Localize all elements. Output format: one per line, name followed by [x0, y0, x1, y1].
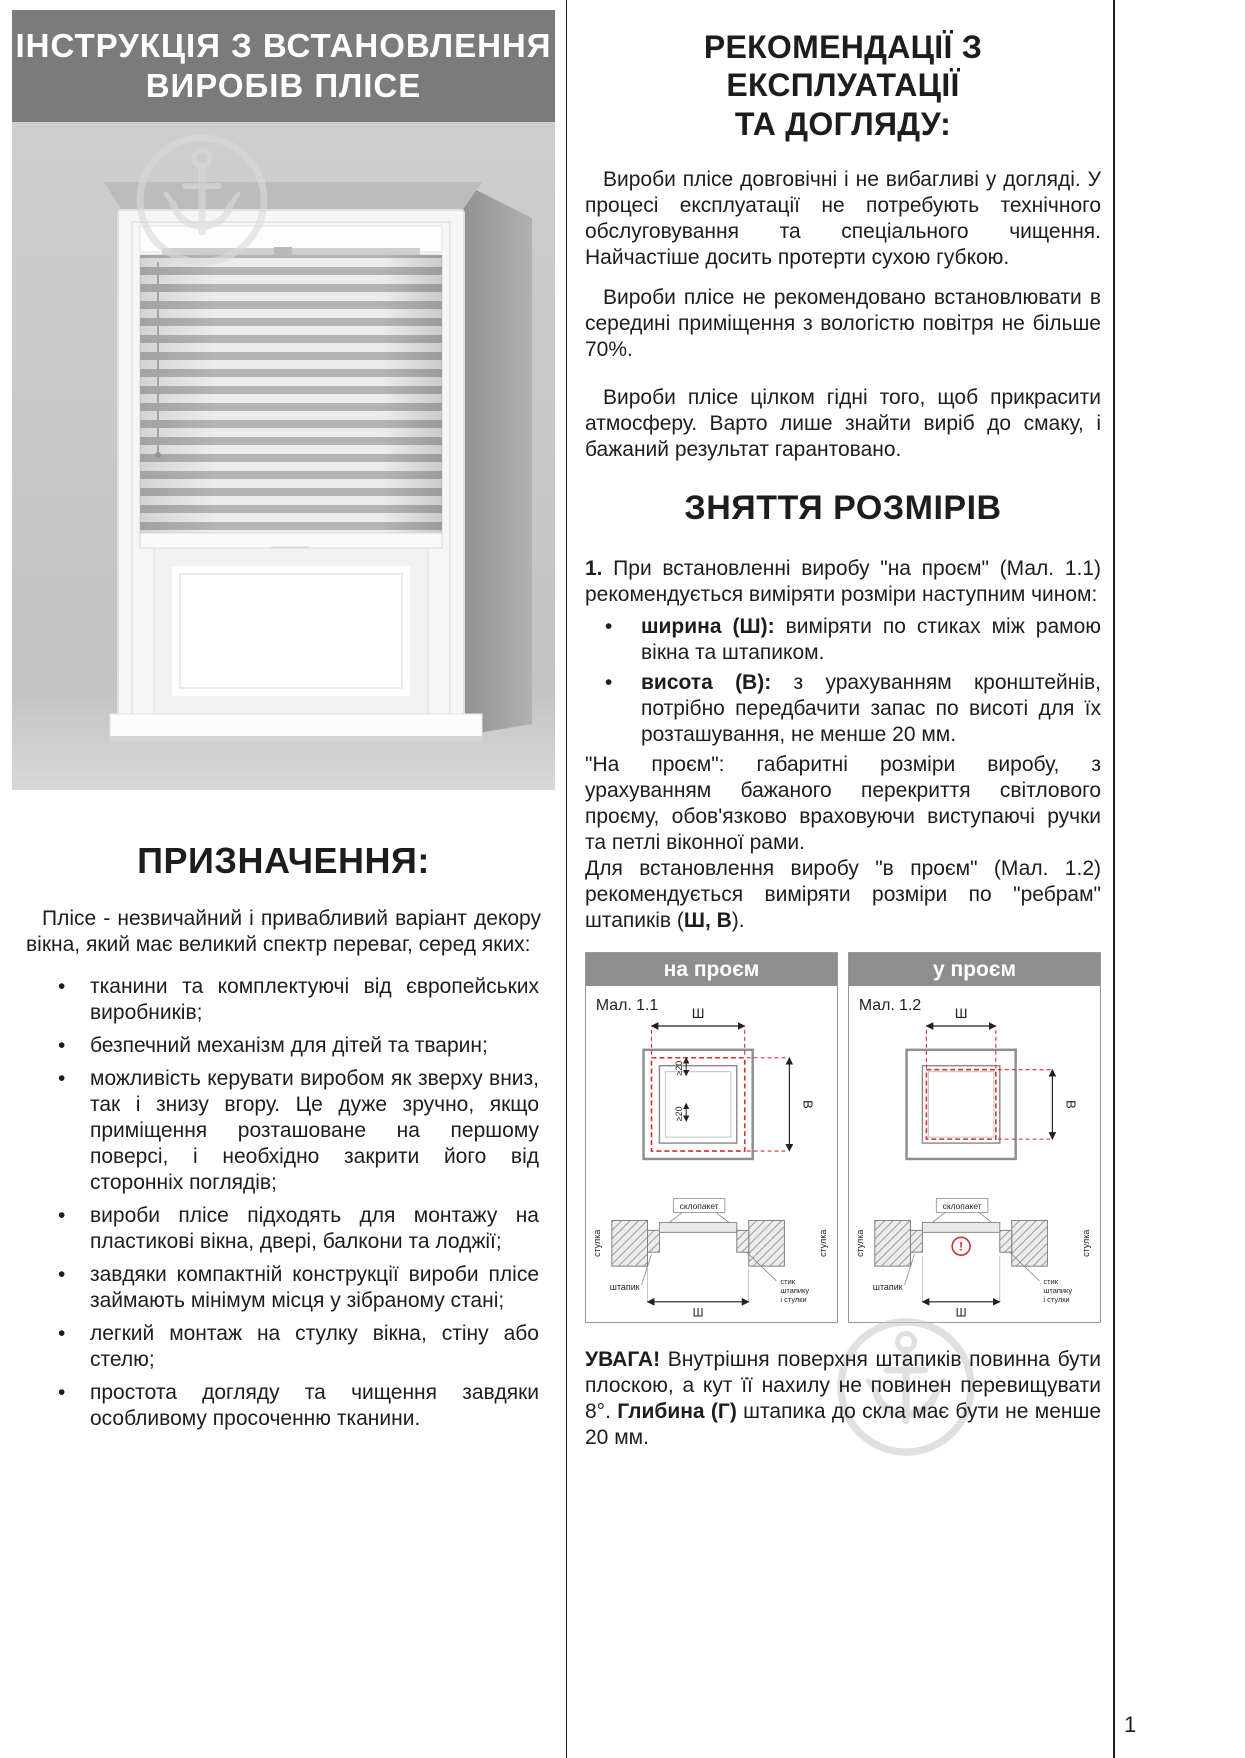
- column-divider-line: [566, 0, 567, 1758]
- cross-section-1: [592, 1199, 828, 1320]
- section-width-label: Ш: [955, 1305, 967, 1320]
- svg-text:Ш: Ш: [691, 1005, 705, 1022]
- svg-text:штапику: штапику: [780, 1286, 810, 1296]
- purpose-bullet-item: • завдяки компактній конструкції вироби плісе займають мінімум місця у зібраному стані;: [12, 1262, 555, 1314]
- svg-text:В: В: [1063, 1100, 1079, 1109]
- diagram-na-proem: [585, 952, 838, 1323]
- purpose-bullet-list: [12, 974, 555, 1432]
- page-edge-line: [1113, 0, 1115, 1758]
- svg-text:≥20: ≥20: [674, 1106, 685, 1122]
- sizing-step-paragraph: 1. При встановленні виробу "на проєм" (Мал. 1.1) рекомендується виміряти розміри наступним чином:: [585, 557, 1101, 607]
- warning-exclamation: !: [959, 1239, 964, 1254]
- svg-text:стик: стик: [1043, 1277, 1058, 1287]
- diagram-2-header: у проєм: [849, 953, 1100, 986]
- care-title-line-1: РЕКОМЕНДАЦІЇ З ЕКСПЛУАТАЦІЇ: [703, 29, 983, 104]
- bead-label: штапик: [872, 1282, 903, 1293]
- glass-unit: [659, 1223, 736, 1233]
- bead-label: штапик: [609, 1282, 640, 1293]
- purpose-bullet-item: • легкий монтаж на стулку вікна, стіну або стелю;: [12, 1321, 555, 1373]
- right-column: [585, 28, 1101, 1451]
- measuring-diagrams: [585, 952, 1101, 1323]
- care-title-line-2: ТА ДОГЛЯДУ:: [734, 105, 952, 142]
- purpose-title: ПРИЗНАЧЕННЯ:: [137, 840, 430, 881]
- svg-text:≥20: ≥20: [674, 1060, 685, 1076]
- care-paragraph-2: Вироби плісе не рекомендовано встановлювати в середині приміщення з вологістю повітря не більше 70%.: [585, 286, 1101, 362]
- diagram-u-proem: [848, 952, 1101, 1323]
- blind-cassette: [140, 226, 442, 256]
- window-recess-shadow: [460, 182, 532, 736]
- sizing-bullet-list: [585, 614, 1101, 748]
- svg-text:стик: стик: [780, 1277, 795, 1287]
- purpose-bullet-item: • простота догляду та чищення завдяки особливому просоченню тканини.: [12, 1380, 555, 1432]
- sizing-bullet-width: • ширина (Ш): виміряти по стиках між рамою вікна та штапиком.: [585, 614, 1101, 666]
- page-title-banner: [12, 10, 555, 122]
- section-width-label: Ш: [692, 1305, 704, 1320]
- sizing-step-number: 1.: [585, 557, 603, 581]
- purpose-bullet-item: • тканини та комплектуючі від європейських виробників;: [12, 974, 555, 1026]
- sash-label-left: стулка: [591, 1229, 602, 1258]
- lower-sash: [154, 548, 428, 714]
- window-illustration: [12, 122, 555, 790]
- glass-unit-label: склопакет: [942, 1201, 982, 1212]
- banner-line-2: ВИРОБІВ ПЛІСЕ: [145, 67, 422, 104]
- pleated-blind-photo: [12, 122, 555, 790]
- svg-text:В: В: [800, 1100, 816, 1109]
- window-plan-2: [907, 1050, 1016, 1159]
- sash-label-right: стулка: [1081, 1229, 1092, 1258]
- purpose-bullet-item: • можливість керувати виробом як зверху вниз, так і знизу вгору. Це дуже зручно, якщо приміщення розташоване на першому поверсі, і необхідно закрити його від сторонніх поглядів;: [12, 1066, 555, 1196]
- attention-paragraph: УВАГА! Внутрішня поверхня штапиків повинна бути плоскою, а кут її нахилу не повинен перевищувати 8°. Глибина (Г) штапика до скла має бути не менше 20 мм.: [585, 1348, 1101, 1450]
- height-dimension-1: [747, 1058, 816, 1151]
- sizing-na-proem-paragraph: "На проєм": габаритні розміри виробу, з урахуванням бажаного перекриття світлового проєму, обов'язково враховуючи виступаючі ручки та петлі віконної рами.: [585, 753, 1101, 855]
- diagram-1-figure: [586, 986, 837, 1322]
- svg-text:Ш: Ш: [954, 1005, 968, 1022]
- purpose-bullet-item: • вироби плісе підходять для монтажу на пластикові вікна, двері, балкони та лоджії;: [12, 1203, 555, 1255]
- care-paragraph-3: Вироби плісе цілком гідні того, щоб прикрасити атмосферу. Варто лише знайти виріб до смаку, і бажаний результат гарантовано.: [585, 386, 1101, 462]
- glass-unit: [922, 1223, 999, 1233]
- pleated-shade: [140, 255, 442, 533]
- sizing-v-proem-paragraph: Для встановлення виробу "в проєм" (Мал. 1.2) рекомендується виміряти розміри по "ребрам" штапиків (Ш, В).: [585, 857, 1101, 933]
- sash-label-left: стулка: [854, 1229, 865, 1258]
- page-number: 1: [1124, 1712, 1137, 1737]
- care-title: [585, 28, 1101, 143]
- figure-1-label: Мал. 1.1: [595, 997, 659, 1015]
- purpose-section: [12, 840, 555, 1439]
- diagram-1-header: на проєм: [586, 953, 837, 986]
- svg-text:штапику: штапику: [1043, 1286, 1073, 1296]
- cross-section-2: [855, 1199, 1091, 1320]
- sash-label-right: стулка: [818, 1229, 829, 1258]
- svg-text:і стулки: і стулки: [780, 1294, 807, 1304]
- banner-line-1: ІНСТРУКЦІЯ З ВСТАНОВЛЕННЯ: [15, 27, 552, 65]
- purpose-bullet-item: • безпечний механізм для дітей та тварин;: [12, 1033, 555, 1059]
- purpose-intro: Плісе - незвичайний і привабливий варіант декору вікна, який має великий спектр переваг, серед яких:: [26, 907, 541, 956]
- sizing-title: ЗНЯТТЯ РОЗМІРІВ: [684, 489, 1002, 528]
- sizing-bullet-height: • висота (В): з урахуванням кронштейнів, потрібно передбачити запас по висоті для їх розташування, не менше 20 мм.: [585, 670, 1101, 748]
- window-plan-1: [644, 1050, 753, 1159]
- diagram-2-figure: [849, 986, 1100, 1322]
- svg-text:і стулки: і стулки: [1043, 1294, 1070, 1304]
- window-sill: [110, 714, 482, 742]
- glass-unit-label: склопакет: [679, 1201, 719, 1212]
- care-paragraph-1: Вироби плісе довговічні і не вибагливі у догляді. У процесі експлуатації не потребують технічного обслуговування та спеціального чищення. Найчастіше досить протерти сухою губкою.: [585, 168, 1101, 270]
- attention-label: УВАГА!: [585, 1348, 661, 1372]
- figure-2-label: Мал. 1.2: [858, 997, 922, 1015]
